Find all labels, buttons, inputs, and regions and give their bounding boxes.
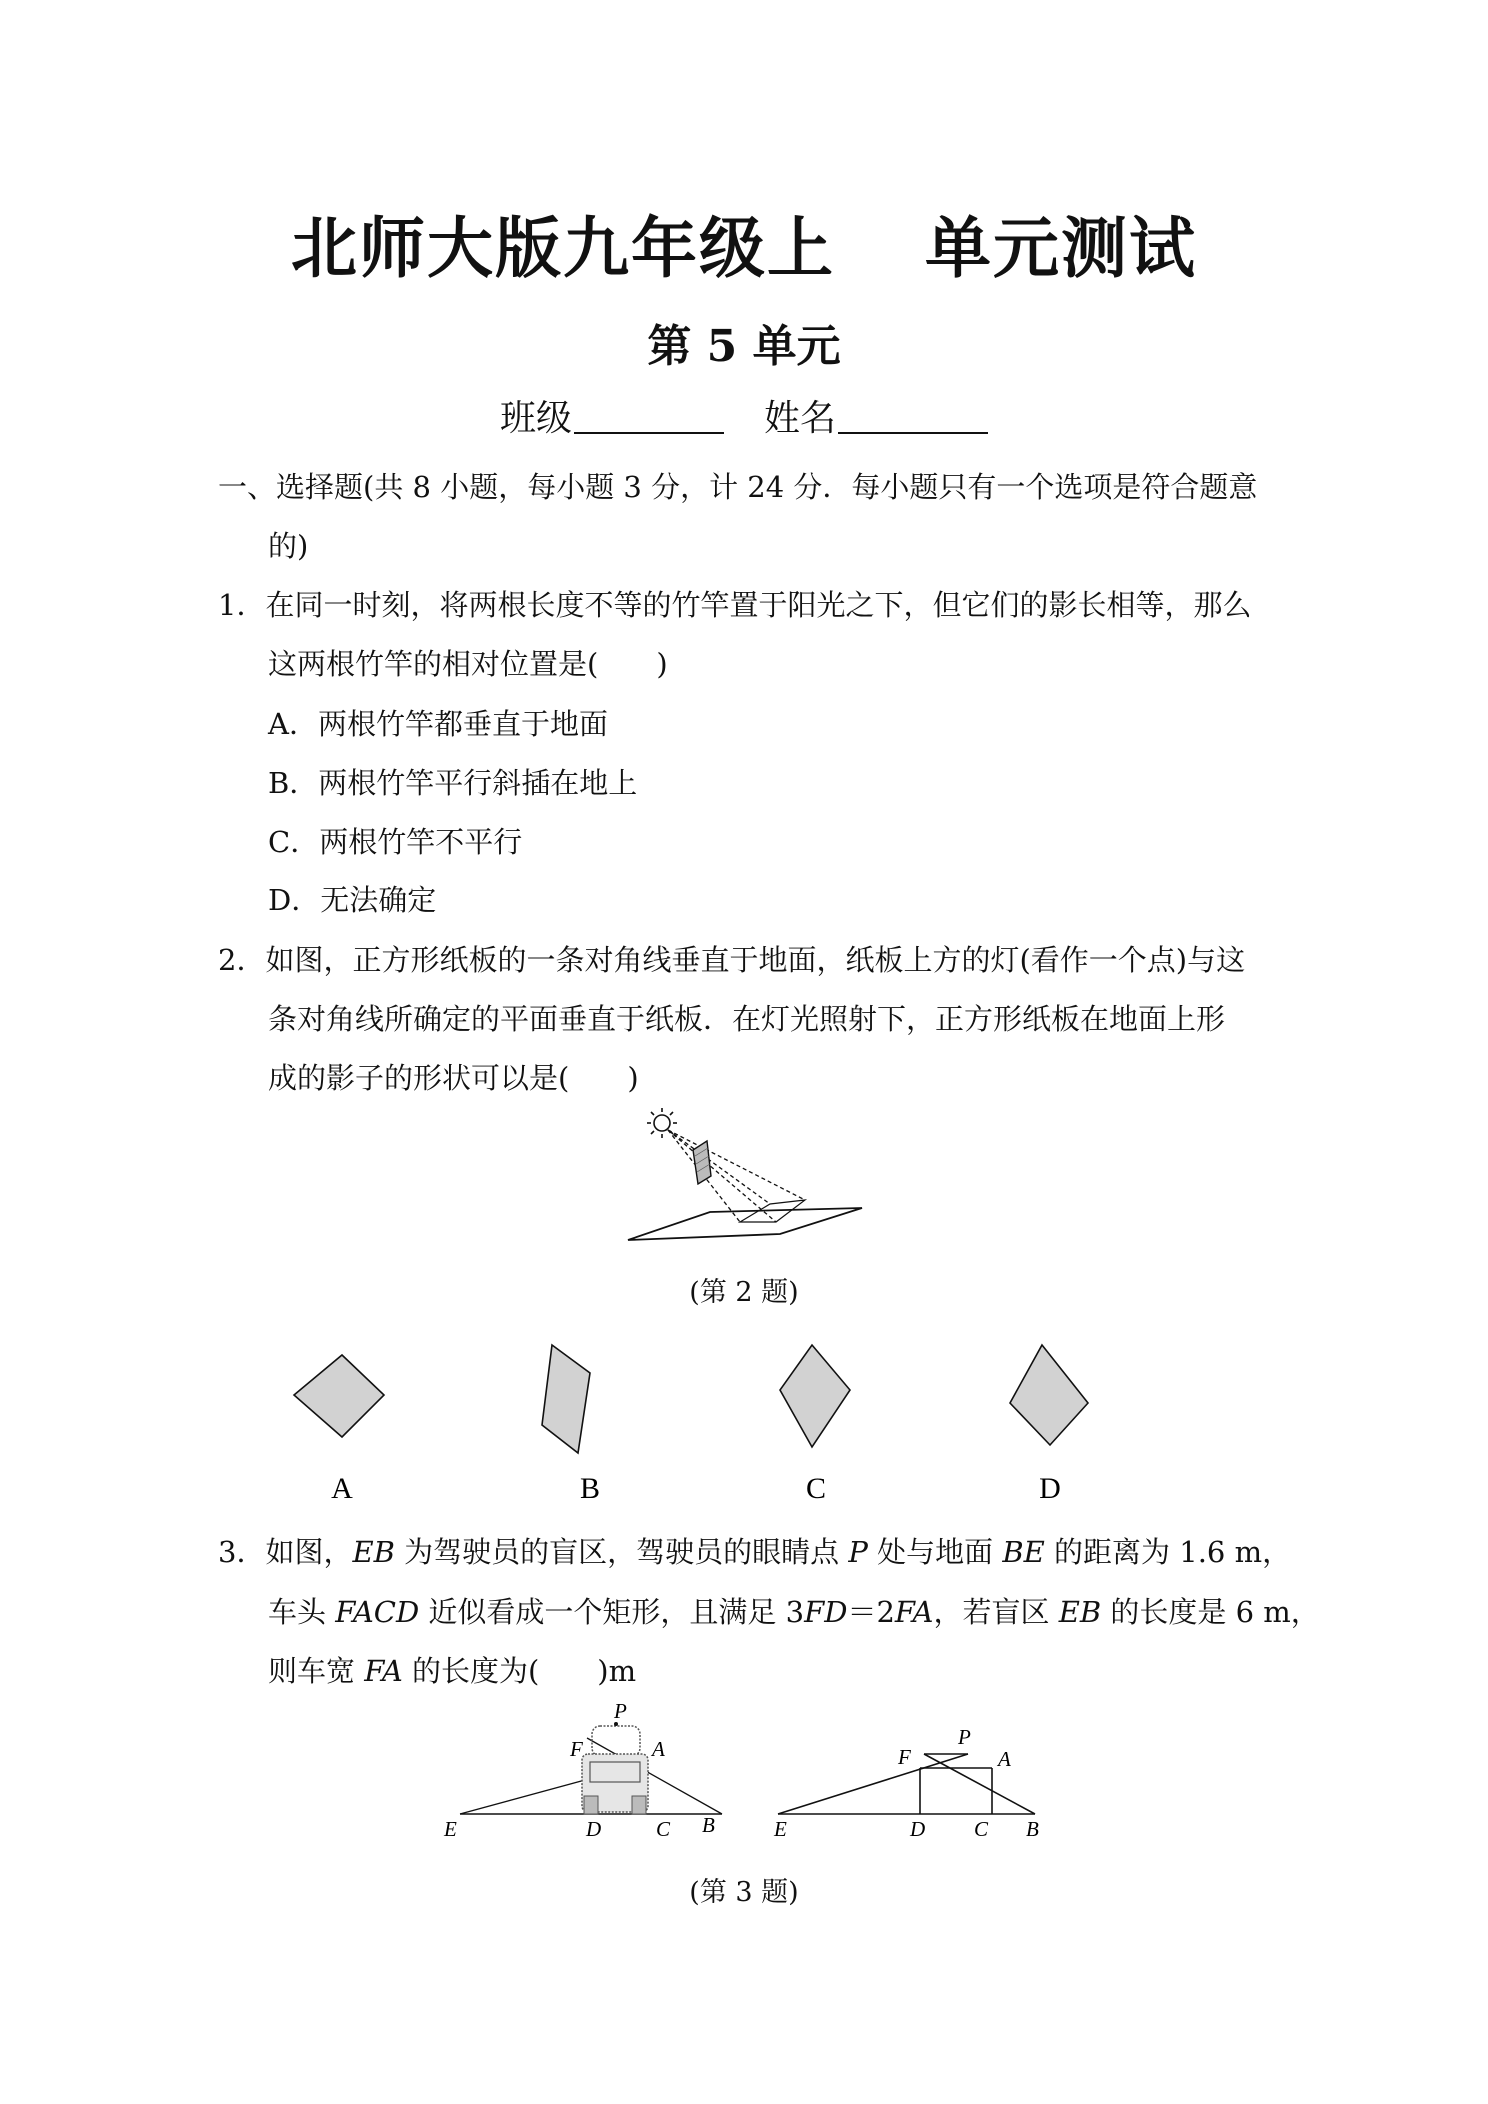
option-a-label: A [331,1472,353,1505]
right-label-c: C [974,1817,989,1841]
left-label-f: F [570,1737,583,1761]
class-label: 班级 [499,398,572,439]
q3-line2: 车头 FACD 近似看成一个矩形，且满足 3FD＝2FA，若盲区 EB 的长度是 6 m， [268,1595,1320,1629]
q3-line3: 则车宽 FA 的长度为( )m [268,1654,637,1688]
option-d-kite [1010,1345,1088,1445]
lamp-icon [647,1108,677,1138]
section1-line2: 的) [268,529,309,563]
name-blank [838,402,988,434]
q2-options-figure [280,1335,1150,1515]
q2-line3: 成的影子的形状可以是( ) [268,1061,639,1095]
q3-caption: (第 3 题) [689,1877,799,1908]
right-label-f: F [898,1745,911,1769]
right-label-d: D [910,1817,926,1841]
q1-option-c: C．两根竹竿不平行 [268,825,523,859]
q1-option-d: D．无法确定 [268,883,437,917]
q2-line2: 条对角线所确定的平面垂直于纸板．在灯光照射下，正方形纸板在地面上形 [268,1002,1226,1036]
title-left: 北师大版九年级上 [291,210,835,287]
option-b-label: B [579,1472,601,1505]
q1-line2: 这两根竹竿的相对位置是( ) [268,647,668,681]
left-label-e: E [444,1817,457,1841]
option-a-square [294,1355,384,1437]
q3-figure [440,1700,1060,1845]
ground-plane [628,1208,862,1240]
right-label-b: B [1026,1817,1039,1841]
right-label-p: P [958,1725,971,1749]
page-title [0,195,1488,290]
q1-option-b: B．两根竹竿平行斜插在地上 [268,766,638,800]
light-rays [668,1130,805,1222]
option-b-rectangle [542,1345,590,1453]
q3-line1: 3．如图，EB 为驾驶员的盲区，驾驶员的眼睛点 P 处与地面 BE 的距离为 1.6 m， [218,1535,1292,1569]
option-c-label: C [805,1472,827,1505]
class-name-line [0,390,1488,441]
name-label: 姓名 [764,398,837,439]
left-label-d: D [586,1817,602,1841]
right-label-e: E [774,1817,787,1841]
option-d-label: D [1039,1472,1061,1505]
right-label-a: A [998,1747,1011,1771]
q2-caption: (第 2 题) [689,1277,799,1308]
left-label-a: A [652,1737,665,1761]
title-right: 单元测试 [925,210,1197,287]
class-blank [574,402,724,434]
option-c-rhombus [780,1345,850,1447]
left-label-c: C [656,1817,671,1841]
q2-line1: 2．如图，正方形纸板的一条对角线垂直于地面，纸板上方的灯(看作一个点)与这 [218,943,1246,977]
unit-subtitle: 第 5 单元 [647,321,841,372]
square-board [693,1141,711,1184]
left-label-p: P [614,1700,627,1723]
car-illustration [460,1722,722,1814]
q1-line1: 1．在同一时刻，将两根长度不等的竹竿置于阳光之下，但它们的影长相等，那么 [218,588,1252,622]
left-label-b: B [702,1813,715,1837]
section1-line1: 一、选择题(共 8 小题，每小题 3 分，计 24 分．每小题只有一个选项是符合题意 [218,470,1258,504]
q1-option-a: A．两根竹竿都垂直于地面 [268,707,608,741]
q2-figure [600,1100,880,1250]
